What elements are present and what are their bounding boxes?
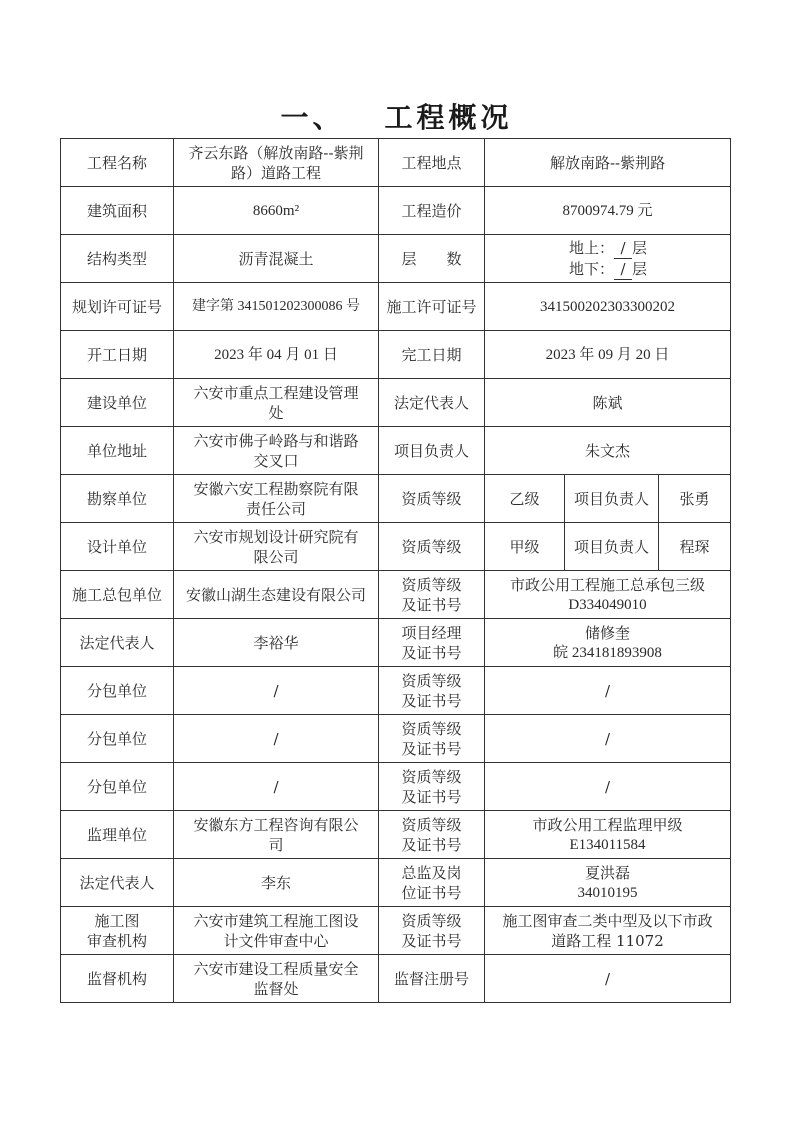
label-end-date: 完工日期: [379, 331, 485, 379]
value-review-qual-cert: [485, 907, 731, 955]
table-row: [61, 379, 731, 427]
review-label-line-2: 审查机构: [86, 931, 147, 950]
supervisor-line-2: 司: [268, 835, 284, 854]
page-title: [0, 96, 793, 136]
floors-above-unit: 层: [632, 238, 648, 257]
table-row: [61, 907, 731, 955]
pm-line-1: 储修奎: [585, 623, 631, 642]
qual-cert-line-1: 资质等级: [401, 719, 462, 738]
design-line-1: 六安市规划设计研究院有: [193, 527, 359, 546]
table-row: [61, 235, 731, 283]
label-monitor-reg: 监督注册号: [379, 955, 485, 1003]
label-builder: 建设单位: [61, 379, 174, 427]
label-cost: 工程造价: [379, 187, 485, 235]
label-design-qualification: 资质等级: [379, 523, 485, 571]
title-number: 一、: [280, 101, 345, 134]
review-qual-line-1: 施工图审查二类中型及以下市政: [502, 911, 713, 930]
label-project-name: 工程名称: [61, 139, 174, 187]
value-monitor: [174, 955, 379, 1003]
value-sup-qual-cert: [485, 811, 731, 859]
qual-cert-line-2: 及证书号: [401, 835, 462, 854]
value-sub-qual-cert-2: /: [485, 715, 731, 763]
label-construction-permit: 施工许可证号: [379, 283, 485, 331]
monitor-line-2: 监督处: [253, 979, 299, 998]
value-builder: [174, 379, 379, 427]
qual-cert-line-2: 及证书号: [401, 691, 462, 710]
design-line-2: 限公司: [253, 547, 299, 566]
value-start-date: 2023 年 04 月 01 日: [174, 331, 379, 379]
value-pm-cert: [485, 619, 731, 667]
value-subcontractor-1: /: [174, 667, 379, 715]
value-general-contractor: 安徽山湖生态建设有限公司: [174, 571, 379, 619]
table-row: [61, 619, 731, 667]
value-project-leader: 朱文杰: [485, 427, 731, 475]
floors-below: [569, 259, 647, 280]
value-survey-qualification: 乙级: [485, 475, 565, 523]
table-row: [61, 715, 731, 763]
table-row: [61, 955, 731, 1003]
project-name-line-2: 路）道路工程: [230, 163, 321, 182]
review-line-1: 六安市建筑工程施工图设: [193, 911, 359, 930]
builder-line-2: 处: [268, 403, 284, 422]
value-sub-qual-cert-1: /: [485, 667, 731, 715]
floors-above-value: /: [614, 238, 632, 259]
chief-cert-line-2: 位证书号: [401, 883, 462, 902]
value-survey: [174, 475, 379, 523]
label-design-leader: 项目负责人: [565, 523, 659, 571]
value-construction-permit: 341500202303300202: [485, 283, 731, 331]
label-chief-cert: [379, 859, 485, 907]
review-qual-line-2: 道路工程 11072: [551, 931, 664, 950]
value-design-qualification: 甲级: [485, 523, 565, 571]
review-label-line-1: 施工图: [94, 911, 140, 930]
value-plan-permit: 建字第 341501202300086 号: [174, 283, 379, 331]
value-cost: 8700974.79 元: [485, 187, 731, 235]
label-general-contractor: 施工总包单位: [61, 571, 174, 619]
qual-cert-line-1: 资质等级: [401, 911, 462, 930]
qual-cert-line-2: 及证书号: [401, 739, 462, 758]
table-row: [61, 331, 731, 379]
value-design: [174, 523, 379, 571]
table-row: [61, 763, 731, 811]
qual-cert-line-1: 资质等级: [401, 671, 462, 690]
label-address: 单位地址: [61, 427, 174, 475]
value-review: [174, 907, 379, 955]
label-survey-qualification: 资质等级: [379, 475, 485, 523]
chief-cert-line-1: 总监及岗: [401, 863, 462, 882]
label-area: 建筑面积: [61, 187, 174, 235]
value-survey-leader: 张勇: [659, 475, 731, 523]
qual-cert-line-2: 及证书号: [401, 787, 462, 806]
label-legal-rep-2: 法定代表人: [61, 619, 174, 667]
sup-qual-line-2: E134011584: [569, 836, 646, 853]
label-supervisor: 监理单位: [61, 811, 174, 859]
gc-qual-line-2: D334049010: [568, 596, 647, 613]
qual-cert-line-2: 及证书号: [401, 595, 462, 614]
label-floors: 层 数: [379, 235, 485, 283]
value-sub-qual-cert-3: /: [485, 763, 731, 811]
label-start-date: 开工日期: [61, 331, 174, 379]
qual-cert-line-1: 资质等级: [401, 767, 462, 786]
pm-cert-line-2: 及证书号: [401, 643, 462, 662]
pm-cert-line-1: 项目经理: [401, 623, 462, 642]
value-project-location: 解放南路--紫荆路: [485, 139, 731, 187]
label-legal-rep-3: 法定代表人: [61, 859, 174, 907]
value-legal-rep: 陈斌: [485, 379, 731, 427]
table-row: [61, 283, 731, 331]
value-subcontractor-3: /: [174, 763, 379, 811]
value-monitor-reg: /: [485, 955, 731, 1003]
value-chief-cert: [485, 859, 731, 907]
label-structure: 结构类型: [61, 235, 174, 283]
table-row: [61, 523, 731, 571]
label-sub-qual-cert-2: [379, 715, 485, 763]
table-row: [61, 571, 731, 619]
value-gc-qual-cert: [485, 571, 731, 619]
monitor-line-1: 六安市建设工程质量安全: [193, 959, 359, 978]
floors-above-label: 地上：: [569, 238, 615, 257]
label-sup-qual-cert: [379, 811, 485, 859]
label-plan-permit: 规划许可证号: [61, 283, 174, 331]
table-row: [61, 427, 731, 475]
table-row: [61, 187, 731, 235]
label-gc-qual-cert: [379, 571, 485, 619]
value-structure: 沥青混凝土: [174, 235, 379, 283]
gc-qual-line-1: 市政公用工程施工总承包三级: [510, 575, 706, 594]
label-sub-qual-cert-1: [379, 667, 485, 715]
label-sub-qual-cert-3: [379, 763, 485, 811]
label-legal-rep: 法定代表人: [379, 379, 485, 427]
title-text: 工程概况: [384, 101, 513, 134]
label-subcontractor-1: 分包单位: [61, 667, 174, 715]
value-end-date: 2023 年 09 月 20 日: [485, 331, 731, 379]
label-review: [61, 907, 174, 955]
chief-line-2: 34010195: [577, 884, 638, 901]
qual-cert-line-1: 资质等级: [401, 575, 462, 594]
label-project-location: 工程地点: [379, 139, 485, 187]
value-legal-rep-3: 李东: [174, 859, 379, 907]
table-row: [61, 667, 731, 715]
floors-below-unit: 层: [632, 259, 648, 278]
value-area: 8660m²: [174, 187, 379, 235]
survey-line-2: 责任公司: [245, 499, 306, 518]
label-subcontractor-3: 分包单位: [61, 763, 174, 811]
address-line-2: 交叉口: [253, 451, 299, 470]
value-subcontractor-2: /: [174, 715, 379, 763]
value-design-leader: 程琛: [659, 523, 731, 571]
qual-cert-line-2: 及证书号: [401, 931, 462, 950]
label-survey-leader: 项目负责人: [565, 475, 659, 523]
floors-below-label: 地下：: [569, 259, 615, 278]
label-subcontractor-2: 分包单位: [61, 715, 174, 763]
pm-line-2: 皖 234181893908: [553, 644, 662, 661]
floors-above: [569, 238, 647, 259]
address-line-1: 六安市佛子岭路与和谐路: [193, 431, 359, 450]
builder-line-1: 六安市重点工程建设管理: [193, 383, 359, 402]
label-project-leader: 项目负责人: [379, 427, 485, 475]
label-pm-cert: [379, 619, 485, 667]
supervisor-line-1: 安徽东方工程咨询有限公: [193, 815, 359, 834]
table-row: [61, 139, 731, 187]
qual-cert-line-1: 资质等级: [401, 815, 462, 834]
value-supervisor: [174, 811, 379, 859]
floors-below-value: /: [614, 259, 632, 280]
survey-line-1: 安徽六安工程勘察院有限: [193, 479, 359, 498]
chief-line-1: 夏洪磊: [585, 863, 631, 882]
review-line-2: 计文件审查中心: [223, 931, 329, 950]
project-overview-table: [60, 138, 731, 1003]
label-review-qual-cert: [379, 907, 485, 955]
value-legal-rep-2: 李裕华: [174, 619, 379, 667]
value-floors: [485, 235, 731, 283]
label-monitor: 监督机构: [61, 955, 174, 1003]
value-project-name: [174, 139, 379, 187]
table-row: [61, 859, 731, 907]
value-address: [174, 427, 379, 475]
label-design: 设计单位: [61, 523, 174, 571]
project-name-line-1: 齐云东路（解放南路--紫荆: [188, 143, 364, 162]
label-survey: 勘察单位: [61, 475, 174, 523]
table-row: [61, 475, 731, 523]
sup-qual-line-1: 市政公用工程监理甲级: [532, 815, 683, 834]
table-row: [61, 811, 731, 859]
